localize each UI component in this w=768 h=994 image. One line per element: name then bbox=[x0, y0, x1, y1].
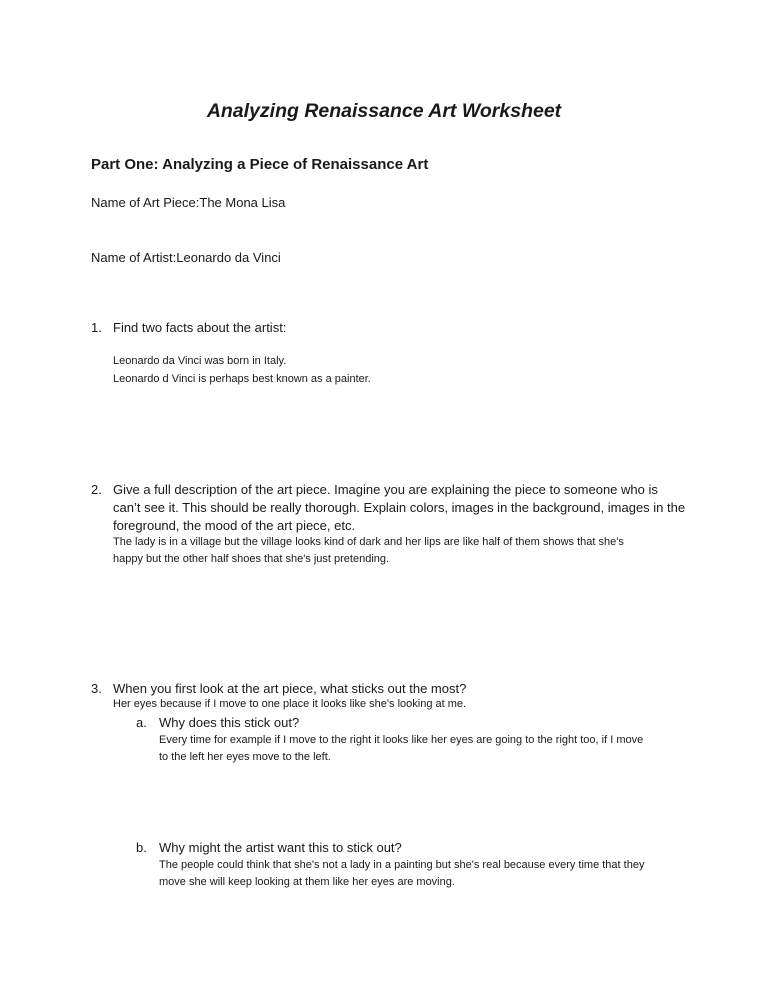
q3-number: 3. bbox=[91, 681, 102, 696]
artist-name: Name of Artist:Leonardo da Vinci bbox=[91, 250, 281, 265]
part-one-heading: Part One: Analyzing a Piece of Renaissance Art bbox=[91, 156, 429, 173]
q2-prompt-line-3: foreground, the mood of the art piece, etc. bbox=[113, 518, 356, 533]
q2-answer-1: The lady is in a village but the village looks kind of dark and her lips are like half of them shows that she's bbox=[113, 536, 624, 548]
q1-prompt: Find two facts about the artist: bbox=[113, 320, 287, 335]
q2-prompt-line-2: can’t see it. This should be really thorough. Explain colors, images in the background, images in the bbox=[113, 500, 686, 515]
q1-answer-2: Leonardo d Vinci is perhaps best known as a painter. bbox=[113, 373, 371, 385]
q3-answer: Her eyes because if I move to one place it looks like she's looking at me. bbox=[113, 698, 467, 710]
art-piece-name: Name of Art Piece:The Mona Lisa bbox=[91, 195, 286, 210]
worksheet-title: Analyzing Renaissance Art Worksheet bbox=[206, 100, 562, 122]
q3a-label: a. bbox=[136, 715, 147, 730]
q2-answer-2: happy but the other half shoes that she's just pretending. bbox=[113, 553, 390, 565]
q3b-answer-2: move she will keep looking at them like her eyes are moving. bbox=[159, 876, 455, 888]
q3b-prompt: Why might the artist want this to stick out? bbox=[159, 840, 402, 855]
q3-prompt: When you first look at the art piece, what sticks out the most? bbox=[113, 681, 467, 696]
q1-number: 1. bbox=[91, 320, 102, 335]
q2-prompt-line-1: Give a full description of the art piece. Imagine you are explaining the piece to someone who is bbox=[113, 482, 658, 497]
q3a-prompt: Why does this stick out? bbox=[159, 715, 300, 730]
q1-answer-1: Leonardo da Vinci was born in Italy. bbox=[113, 355, 287, 367]
q3b-label: b. bbox=[136, 840, 147, 855]
q2-number: 2. bbox=[91, 482, 102, 497]
q3a-answer-2: to the left her eyes move to the left. bbox=[159, 751, 331, 763]
q3b-answer-1: The people could think that she's not a lady in a painting but she's real because every time that they bbox=[159, 859, 645, 871]
q3a-answer-1: Every time for example if I move to the right it looks like her eyes are going to the right too, if I move bbox=[159, 734, 644, 746]
